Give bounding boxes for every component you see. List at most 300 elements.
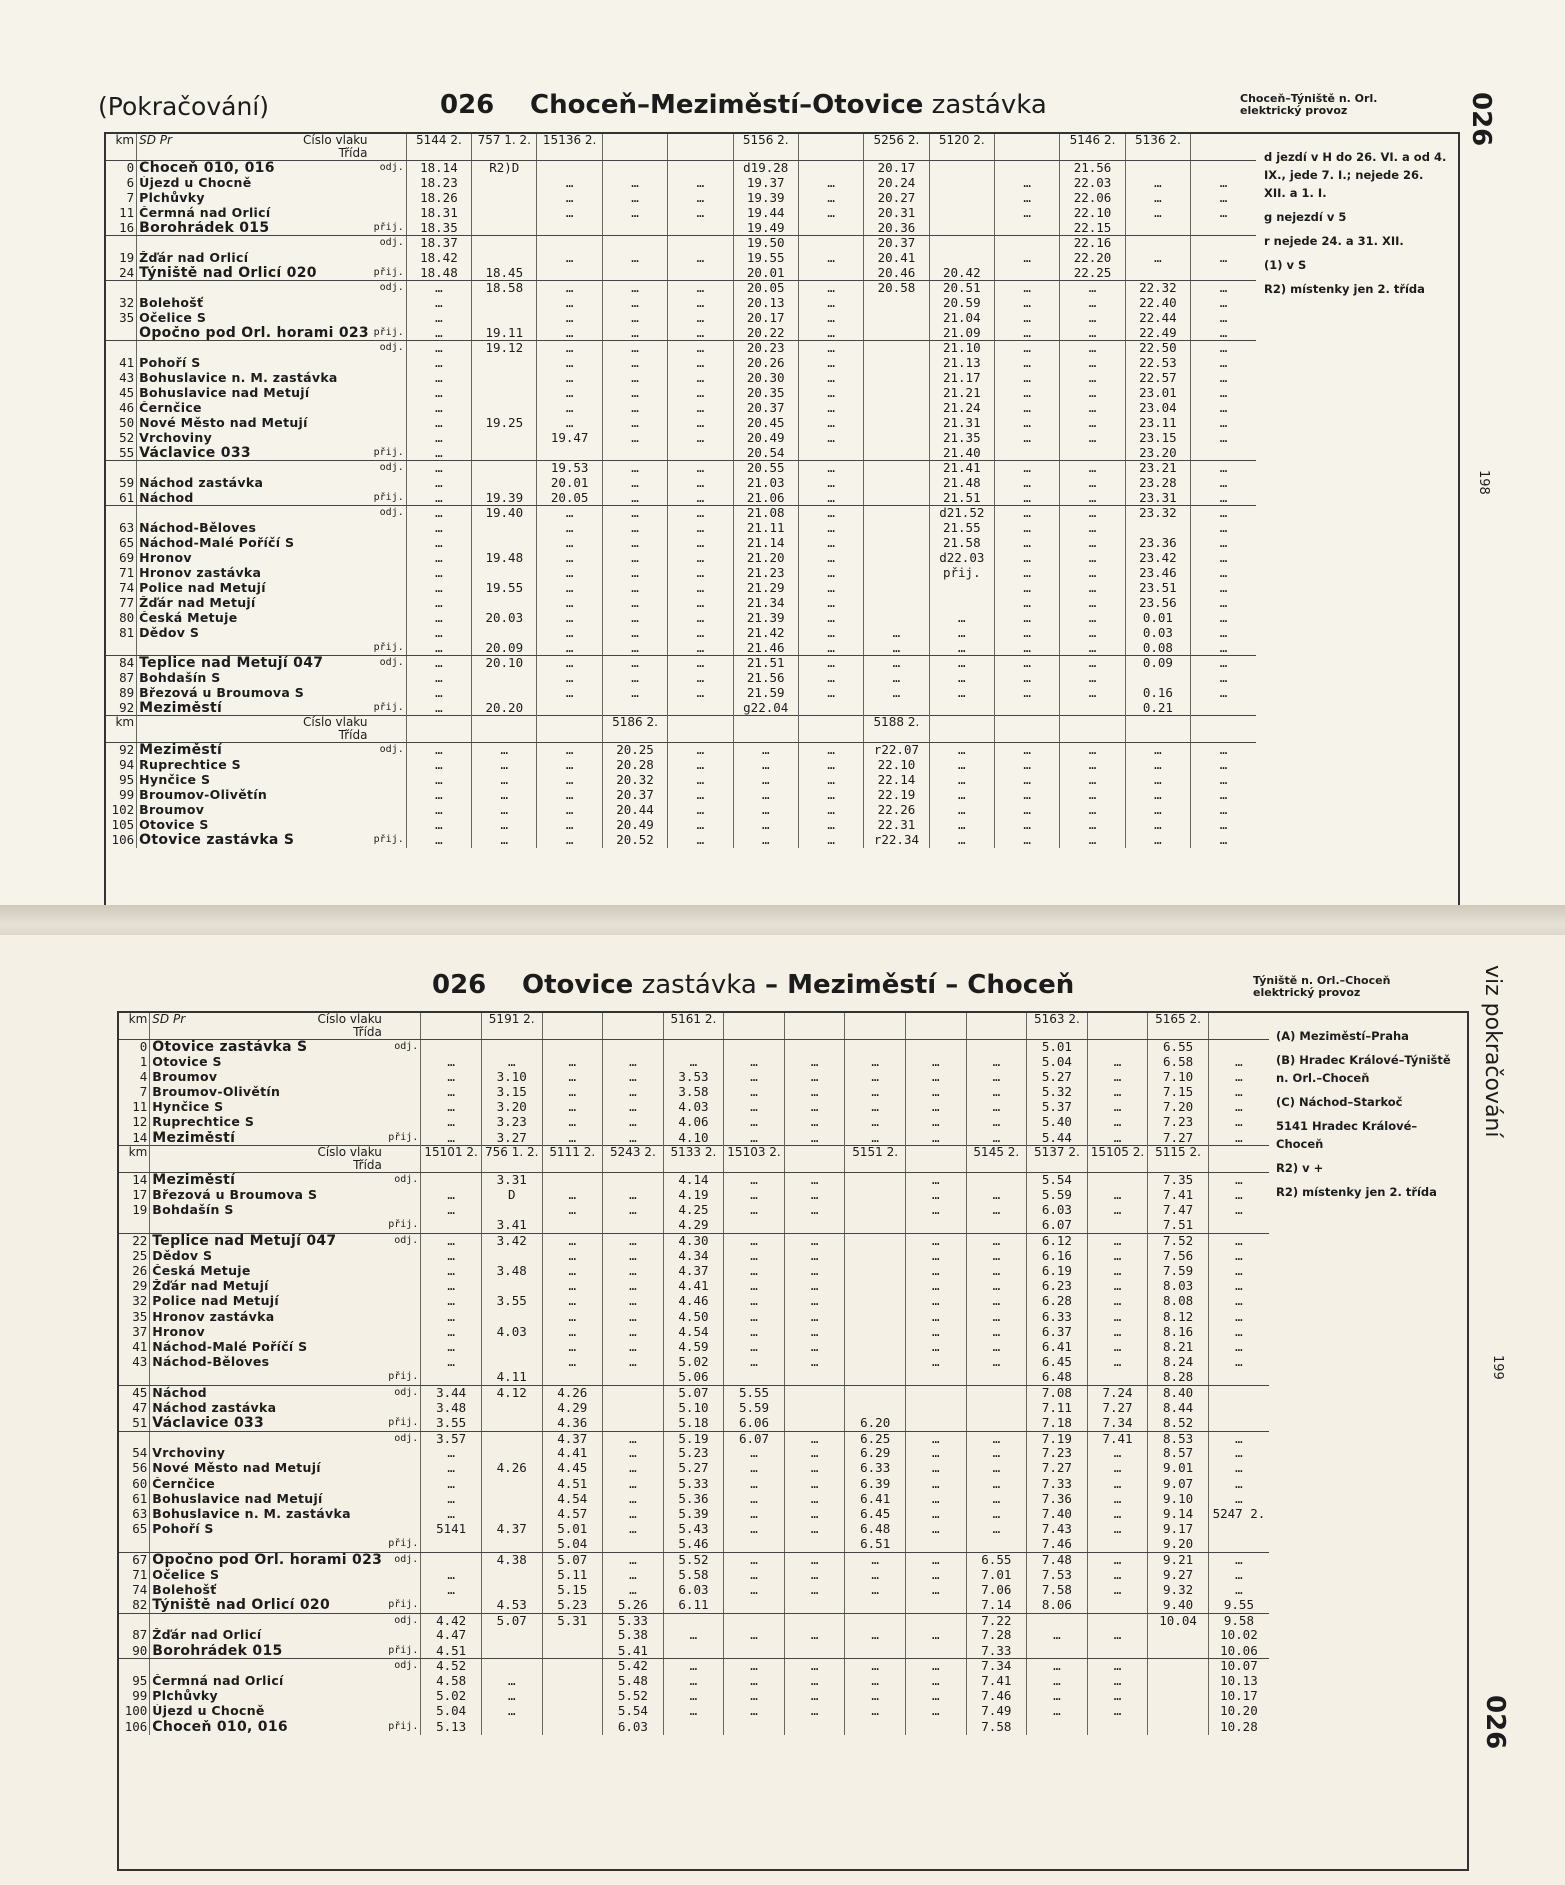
- table-row: [106, 656, 1256, 671]
- page-bottom: [0, 935, 1565, 1885]
- time-cell: 8.21: [1148, 1340, 1209, 1355]
- arrival-departure-mark: [384, 1446, 421, 1461]
- table-row: [119, 1613, 1269, 1628]
- train-number-cell: 5120 2.: [929, 134, 994, 161]
- table-row: [106, 536, 1256, 551]
- time-cell: [929, 701, 994, 716]
- table-row: [119, 1055, 1269, 1070]
- time-cell: 23.32: [1125, 506, 1190, 521]
- time-cell: …: [406, 758, 471, 773]
- time-cell: …: [724, 1188, 785, 1203]
- time-cell: …: [784, 1446, 845, 1461]
- station-name: Meziměstí: [137, 701, 370, 716]
- table-row: [119, 1644, 1269, 1659]
- time-cell: [663, 1040, 724, 1055]
- table-row: [106, 476, 1256, 491]
- km-cell: 74: [132, 1582, 148, 1597]
- time-cell: …: [784, 1249, 845, 1264]
- km-cell: 71: [132, 1567, 148, 1582]
- time-cell: 4.26: [542, 1385, 603, 1400]
- station-name: Náchod: [137, 491, 370, 506]
- class-label: Třída: [338, 146, 368, 160]
- km-cell: 14: [132, 1130, 148, 1145]
- time-cell: 6.07: [1027, 1218, 1088, 1233]
- arrival-departure-mark: [369, 788, 406, 803]
- time-cell: [542, 1370, 603, 1385]
- arrival-departure-mark: přij.: [369, 446, 406, 461]
- time-cell: 21.10: [929, 341, 994, 356]
- time-cell: 6.55: [1148, 1040, 1209, 1055]
- time-cell: [966, 1537, 1027, 1552]
- time-cell: 21.40: [929, 446, 994, 461]
- time-cell: 19.39: [472, 491, 537, 506]
- time-cell: [542, 1704, 603, 1719]
- time-cell: …: [1191, 788, 1256, 803]
- station-name: Náchod zastávka: [150, 1401, 384, 1416]
- arrival-departure-mark: odj.: [394, 1614, 419, 1626]
- time-cell: 4.51: [421, 1644, 482, 1659]
- time-cell: 20.01: [733, 266, 798, 281]
- table-row: [119, 1568, 1269, 1583]
- time-cell: 23.21: [1125, 461, 1190, 476]
- time-cell: …: [1087, 1294, 1148, 1309]
- time-cell: 23.04: [1125, 401, 1190, 416]
- time-cell: 9.20: [1148, 1537, 1209, 1552]
- time-cell: 21.11: [733, 521, 798, 536]
- station-name: Hynčice S: [150, 1100, 384, 1115]
- time-cell: …: [406, 833, 471, 848]
- table-row: [119, 1203, 1269, 1218]
- time-cell: …: [733, 803, 798, 818]
- time-cell: [1148, 1704, 1209, 1719]
- time-cell: [798, 701, 863, 716]
- time-cell: [472, 191, 537, 206]
- time-cell: …: [724, 1461, 785, 1476]
- time-cell: [845, 1234, 906, 1249]
- km-cell: [119, 1613, 150, 1628]
- time-cell: 6.37: [1027, 1325, 1088, 1340]
- time-cell: 4.30: [663, 1234, 724, 1249]
- time-cell: d21.52: [929, 506, 994, 521]
- time-cell: …: [603, 1085, 664, 1100]
- time-cell: …: [1191, 431, 1256, 446]
- time-cell: …: [1208, 1070, 1269, 1085]
- time-cell: 5.43: [663, 1522, 724, 1537]
- time-cell: …: [1087, 1355, 1148, 1370]
- table-row: [119, 1704, 1269, 1719]
- time-cell: [481, 1040, 542, 1055]
- time-cell: …: [406, 371, 471, 386]
- time-cell: [472, 671, 537, 686]
- time-cell: …: [668, 371, 733, 386]
- time-cell: …: [542, 1188, 603, 1203]
- time-cell: …: [542, 1203, 603, 1218]
- time-cell: …: [994, 341, 1059, 356]
- time-cell: 19.55: [472, 581, 537, 596]
- time-cell: …: [784, 1689, 845, 1704]
- time-cell: [845, 1264, 906, 1279]
- time-cell: 9.17: [1148, 1522, 1209, 1537]
- time-cell: [542, 1628, 603, 1643]
- station-name: Bolehošť: [150, 1583, 384, 1598]
- time-cell: 8.52: [1148, 1416, 1209, 1431]
- time-cell: …: [733, 833, 798, 848]
- time-cell: …: [537, 176, 602, 191]
- time-cell: …: [966, 1115, 1027, 1130]
- time-cell: 8.12: [1148, 1310, 1209, 1325]
- time-cell: …: [542, 1264, 603, 1279]
- time-cell: [784, 1598, 845, 1613]
- time-cell: …: [1208, 1310, 1269, 1325]
- time-cell: …: [603, 1264, 664, 1279]
- arrival-departure-mark: odj.: [379, 162, 404, 173]
- time-cell: …: [472, 833, 537, 848]
- time-cell: 5.46: [663, 1537, 724, 1552]
- time-cell: [602, 236, 667, 251]
- time-cell: …: [905, 1340, 966, 1355]
- time-cell: …: [1125, 788, 1190, 803]
- station-name: Bohuslavice nad Metují: [150, 1492, 384, 1507]
- time-cell: …: [905, 1492, 966, 1507]
- time-cell: …: [602, 461, 667, 476]
- time-cell: …: [406, 521, 471, 536]
- time-cell: 6.03: [1027, 1203, 1088, 1218]
- time-cell: [724, 1040, 785, 1055]
- time-cell: …: [994, 581, 1059, 596]
- time-cell: [845, 1598, 906, 1613]
- time-cell: [929, 191, 994, 206]
- time-cell: …: [798, 773, 863, 788]
- time-cell: …: [537, 371, 602, 386]
- time-cell: 3.15: [481, 1085, 542, 1100]
- time-cell: …: [1060, 581, 1125, 596]
- time-cell: …: [537, 743, 602, 758]
- time-cell: 20.31: [864, 206, 929, 221]
- time-cell: …: [724, 1310, 785, 1325]
- time-cell: …: [481, 1674, 542, 1689]
- time-cell: d19.28: [733, 161, 798, 176]
- time-cell: 20.03: [472, 611, 537, 626]
- time-cell: 5.38: [603, 1628, 664, 1643]
- time-cell: 7.56: [1148, 1249, 1209, 1264]
- arrival-departure-mark: [369, 626, 406, 641]
- station-name: Broumov: [137, 803, 370, 818]
- time-cell: 19.11: [472, 326, 537, 341]
- time-cell: …: [1087, 1100, 1148, 1115]
- time-cell: …: [1060, 431, 1125, 446]
- time-cell: 4.29: [542, 1401, 603, 1416]
- time-cell: …: [905, 1279, 966, 1294]
- time-cell: …: [724, 1583, 785, 1598]
- time-cell: …: [905, 1055, 966, 1070]
- time-cell: 4.10: [663, 1131, 724, 1146]
- station-name: [150, 1613, 384, 1628]
- time-cell: …: [905, 1507, 966, 1522]
- km-cell: 55: [106, 446, 137, 461]
- station-name: Náchod-Běloves: [137, 521, 370, 536]
- time-cell: 5.01: [542, 1522, 603, 1537]
- time-cell: 7.27: [1148, 1131, 1209, 1146]
- time-cell: …: [994, 626, 1059, 641]
- time-cell: …: [537, 191, 602, 206]
- arrival-departure-mark: [384, 1055, 421, 1070]
- time-cell: …: [929, 833, 994, 848]
- footnote: R2) v +: [1276, 1161, 1324, 1175]
- time-cell: [724, 1537, 785, 1552]
- time-cell: …: [784, 1279, 845, 1294]
- station-name: Týniště nad Orlicí 020: [150, 1598, 384, 1613]
- time-cell: …: [798, 506, 863, 521]
- time-cell: [798, 446, 863, 461]
- time-cell: …: [1191, 656, 1256, 671]
- time-cell: 5.23: [663, 1446, 724, 1461]
- time-cell: …: [798, 311, 863, 326]
- time-cell: …: [421, 1203, 482, 1218]
- station-name: Hronov: [150, 1325, 384, 1340]
- time-cell: …: [1060, 341, 1125, 356]
- time-cell: …: [929, 626, 994, 641]
- time-cell: [966, 1370, 1027, 1385]
- time-cell: 20.42: [929, 266, 994, 281]
- km-cell: [119, 1218, 150, 1233]
- time-cell: [1191, 221, 1256, 236]
- arrival-departure-mark: [384, 1461, 421, 1476]
- time-cell: …: [724, 1070, 785, 1085]
- time-cell: [845, 1720, 906, 1735]
- time-cell: [481, 1279, 542, 1294]
- electric-note: Choceň–Týniště n. Orl. elektrický provoz: [1240, 92, 1378, 117]
- time-cell: [864, 461, 929, 476]
- arrival-departure-mark: [384, 1355, 421, 1370]
- km-cell: [106, 326, 137, 341]
- time-cell: 21.14: [733, 536, 798, 551]
- time-cell: …: [603, 1100, 664, 1115]
- train-number-cell: 5111 2.: [542, 1146, 603, 1173]
- time-cell: [602, 446, 667, 461]
- time-cell: [905, 1385, 966, 1400]
- arrival-departure-mark: [369, 311, 406, 326]
- time-cell: …: [724, 1674, 785, 1689]
- time-cell: 20.09: [472, 641, 537, 656]
- time-cell: 4.53: [481, 1598, 542, 1613]
- arrival-departure-mark: [369, 566, 406, 581]
- footnote: (B) Hradec Králové–Týniště n. Orl.–Choceň: [1276, 1053, 1451, 1085]
- time-cell: D: [481, 1188, 542, 1203]
- time-cell: 20.37: [733, 401, 798, 416]
- arrival-departure-mark: [369, 803, 406, 818]
- arrival-departure-mark: [384, 1310, 421, 1325]
- km-cell: 61: [132, 1491, 148, 1506]
- time-cell: …: [905, 1188, 966, 1203]
- time-cell: [603, 1173, 664, 1188]
- time-cell: …: [1060, 386, 1125, 401]
- km-cell: 60: [132, 1476, 148, 1491]
- time-cell: …: [1060, 491, 1125, 506]
- station-name: Čermná nad Orlicí: [150, 1674, 384, 1689]
- time-cell: 4.03: [481, 1325, 542, 1340]
- time-cell: …: [929, 743, 994, 758]
- time-cell: …: [798, 326, 863, 341]
- station-name: Broumov-Olivětín: [137, 788, 370, 803]
- time-cell: [845, 1325, 906, 1340]
- time-cell: 21.35: [929, 431, 994, 446]
- time-cell: …: [603, 1553, 664, 1568]
- time-cell: …: [1027, 1659, 1088, 1674]
- time-cell: 6.07: [724, 1431, 785, 1446]
- time-cell: 10.04: [1148, 1613, 1209, 1628]
- time-cell: 19.50: [733, 236, 798, 251]
- table-row: [119, 1492, 1269, 1507]
- time-cell: …: [602, 191, 667, 206]
- time-cell: 19.44: [733, 206, 798, 221]
- time-cell: …: [798, 596, 863, 611]
- time-cell: …: [1208, 1477, 1269, 1492]
- time-cell: …: [966, 1055, 1027, 1070]
- km-cell: 16: [106, 221, 137, 236]
- time-cell: …: [994, 491, 1059, 506]
- time-cell: …: [603, 1188, 664, 1203]
- footnote: g nejezdí v 5: [1264, 210, 1347, 224]
- km-cell: 89: [119, 685, 135, 700]
- station-name: Česká Metuje: [150, 1264, 384, 1279]
- station-name: Černčice: [137, 401, 370, 416]
- time-cell: 5.07: [542, 1553, 603, 1568]
- time-cell: …: [798, 521, 863, 536]
- time-cell: [537, 161, 602, 176]
- time-cell: 20.41: [864, 251, 929, 266]
- time-cell: …: [1191, 773, 1256, 788]
- time-cell: …: [602, 431, 667, 446]
- time-cell: 3.48: [421, 1401, 482, 1416]
- time-cell: [1125, 266, 1190, 281]
- time-cell: [1191, 161, 1256, 176]
- time-cell: …: [905, 1070, 966, 1085]
- header-row: [119, 1013, 1269, 1040]
- time-cell: …: [845, 1100, 906, 1115]
- train-number-cell: 5115 2.: [1148, 1146, 1209, 1173]
- time-cell: …: [994, 371, 1059, 386]
- time-cell: [845, 1249, 906, 1264]
- time-cell: 4.03: [663, 1100, 724, 1115]
- time-cell: [905, 1218, 966, 1233]
- time-cell: …: [724, 1100, 785, 1115]
- time-cell: …: [537, 506, 602, 521]
- time-cell: …: [668, 536, 733, 551]
- arrival-departure-mark: [369, 596, 406, 611]
- station-name: [137, 641, 370, 656]
- train-number-cell: [994, 134, 1059, 161]
- time-cell: [864, 491, 929, 506]
- time-cell: [845, 1613, 906, 1628]
- time-cell: 5.36: [663, 1492, 724, 1507]
- station-name: Plchůvky: [137, 191, 370, 206]
- time-cell: [472, 236, 537, 251]
- time-cell: …: [994, 356, 1059, 371]
- arrival-departure-mark: [384, 1340, 421, 1355]
- time-cell: …: [1087, 1507, 1148, 1522]
- time-cell: [864, 356, 929, 371]
- time-cell: 4.50: [663, 1310, 724, 1325]
- station-name: Černčice: [150, 1477, 384, 1492]
- time-cell: [784, 1218, 845, 1233]
- table-row: [106, 626, 1256, 641]
- time-cell: …: [602, 401, 667, 416]
- time-cell: 7.47: [1148, 1203, 1209, 1218]
- station-name: Hynčice S: [137, 773, 370, 788]
- time-cell: [481, 1416, 542, 1431]
- table-row: [119, 1522, 1269, 1537]
- time-cell: 21.17: [929, 371, 994, 386]
- time-cell: …: [406, 701, 471, 716]
- time-cell: …: [406, 788, 471, 803]
- time-cell: [472, 431, 537, 446]
- time-cell: [724, 1218, 785, 1233]
- time-cell: 7.06: [966, 1583, 1027, 1598]
- station-name: Choceň 010, 016: [137, 161, 370, 176]
- time-cell: 9.07: [1148, 1477, 1209, 1492]
- arrival-departure-mark: přij.: [388, 1131, 419, 1143]
- time-cell: [905, 1370, 966, 1385]
- time-cell: 10.07: [1208, 1659, 1269, 1674]
- time-cell: …: [966, 1279, 1027, 1294]
- time-cell: 10.20: [1208, 1704, 1269, 1719]
- train-number-cell: 5144 2.: [406, 134, 471, 161]
- time-cell: [1060, 701, 1125, 716]
- km-cell: 26: [132, 1263, 148, 1278]
- time-cell: …: [1208, 1279, 1269, 1294]
- time-cell: …: [1087, 1115, 1148, 1130]
- time-cell: …: [905, 1294, 966, 1309]
- time-cell: 7.24: [1087, 1385, 1148, 1400]
- time-cell: …: [994, 686, 1059, 701]
- km-cell: 92: [119, 700, 135, 715]
- table-row: [106, 386, 1256, 401]
- arrival-departure-mark: [369, 416, 406, 431]
- time-cell: …: [1208, 1131, 1269, 1146]
- time-cell: …: [1027, 1628, 1088, 1643]
- time-cell: 5.42: [603, 1659, 664, 1674]
- time-cell: [1125, 671, 1190, 686]
- time-cell: …: [733, 758, 798, 773]
- time-cell: 19.53: [537, 461, 602, 476]
- train-number-cell: [602, 134, 667, 161]
- time-cell: 18.14: [406, 161, 471, 176]
- time-cell: [994, 236, 1059, 251]
- time-cell: …: [537, 311, 602, 326]
- time-cell: …: [905, 1674, 966, 1689]
- time-cell: …: [1060, 371, 1125, 386]
- km-cell: 22: [132, 1233, 148, 1249]
- time-cell: …: [966, 1461, 1027, 1476]
- time-cell: …: [603, 1294, 664, 1309]
- station-name: [150, 1218, 384, 1233]
- table-row: [106, 686, 1256, 701]
- time-cell: …: [905, 1704, 966, 1719]
- time-cell: 22.57: [1125, 371, 1190, 386]
- time-cell: …: [421, 1085, 482, 1100]
- time-cell: [1087, 1040, 1148, 1055]
- time-cell: 3.58: [663, 1085, 724, 1100]
- time-cell: 20.44: [602, 803, 667, 818]
- time-cell: 20.01: [537, 476, 602, 491]
- train-class-header: [150, 1146, 384, 1173]
- time-cell: 23.11: [1125, 416, 1190, 431]
- time-cell: …: [1060, 773, 1125, 788]
- time-cell: …: [1208, 1100, 1269, 1115]
- time-cell: …: [1060, 566, 1125, 581]
- time-cell: [845, 1370, 906, 1385]
- time-cell: …: [845, 1659, 906, 1674]
